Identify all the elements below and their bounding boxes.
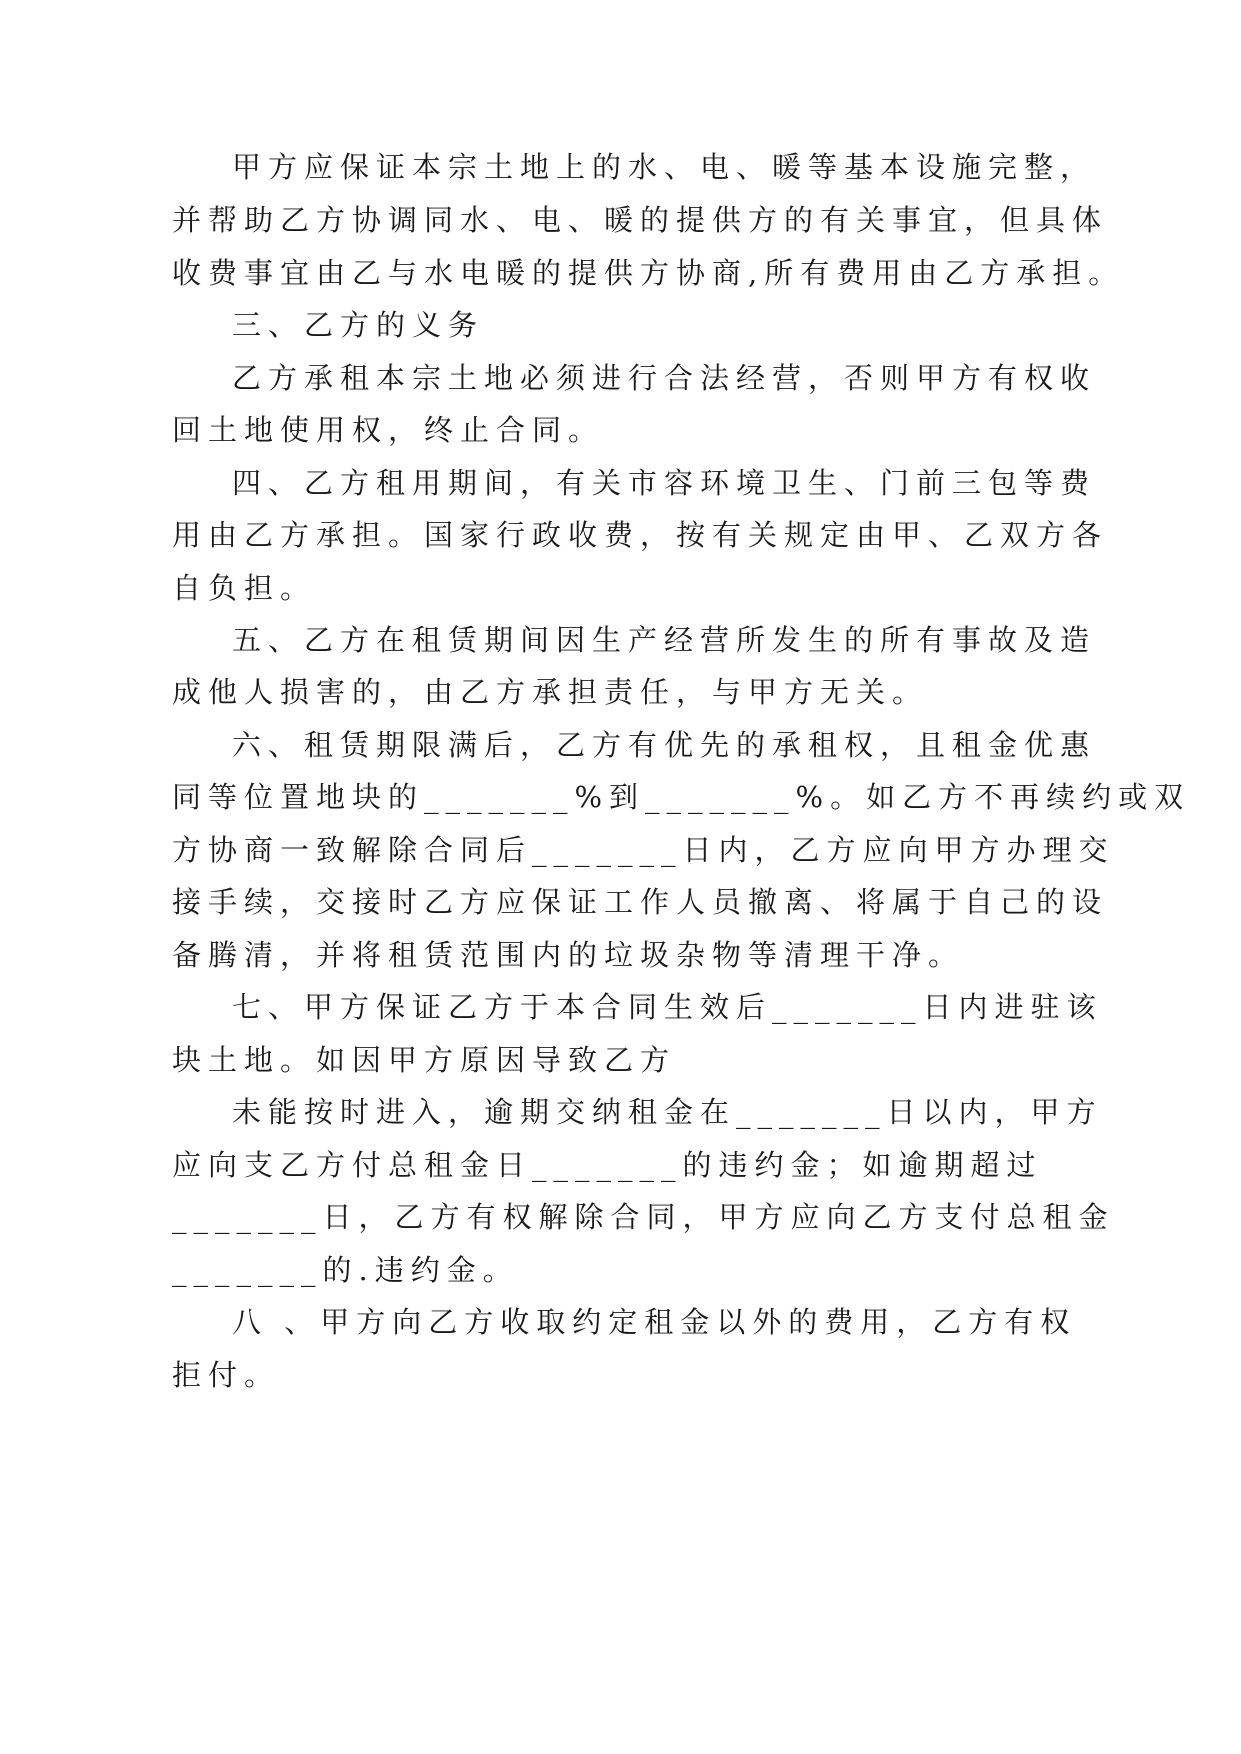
text-line: 拒付。 (172, 1358, 281, 1392)
text-line: 接手续，交接时乙方应保证工作人员撤离、将属于自己的设 (172, 885, 1109, 919)
text-line: _______日，乙方有权解除合同，甲方应向乙方支付总租金 (172, 1200, 1115, 1234)
text-line: 并帮助乙方协调同水、电、暖的提供方的有关事宜，但具体 (172, 203, 1109, 237)
text-line: 自负担。 (172, 571, 317, 605)
text-line: 五、乙方在租赁期间因生产经营所发生的所有事故及造 (232, 623, 1097, 657)
text-line: 回土地使用权，终止合同。 (172, 413, 605, 447)
section-heading: 三、乙方的义务 (232, 308, 485, 342)
text-line: 同等位置地块的_______%到_______%。如乙方不再续约或双 (172, 780, 1191, 814)
text-line: 成他人损害的，由乙方承担责任，与甲方无关。 (172, 675, 929, 709)
text-line: 方协商一致解除合同后_______日内，乙方应向甲方办理交 (172, 833, 1115, 867)
text-line: 备腾清，并将租赁范围内的垃圾杂物等清理干净。 (172, 938, 965, 972)
text-line: 六、租赁期限满后，乙方有优先的承租权，且租金优惠 (232, 728, 1097, 762)
text-line: 用由乙方承担。国家行政收费，按有关规定由甲、乙双方各 (172, 518, 1109, 552)
text-line: 四、乙方租用期间，有关市容环境卫生、门前三包等费 (232, 466, 1097, 500)
text-line: _______的.违约金。 (172, 1253, 519, 1287)
text-line: 八 、甲方向乙方收取约定租金以外的费用，乙方有权 (232, 1305, 1077, 1339)
text-line: 未能按时进入，逾期交纳租金在_______日以内，甲方 (232, 1095, 1103, 1129)
text-line: 乙方承租本宗土地必须进行合法经营，否则甲方有权收 (232, 361, 1097, 395)
text-line: 收费事宜由乙与水电暖的提供方协商,所有费用由乙方承担。 (172, 256, 1125, 290)
text-line: 块土地。如因甲方原因导致乙方 (172, 1043, 677, 1077)
text-line: 应向支乙方付总租金日_______的违约金；如逾期超过 (172, 1148, 1043, 1182)
text-line: 甲方应保证本宗土地上的水、电、暖等基本设施完整， (232, 150, 1097, 184)
text-line: 七、甲方保证乙方于本合同生效后_______日内进驻该 (232, 990, 1103, 1024)
